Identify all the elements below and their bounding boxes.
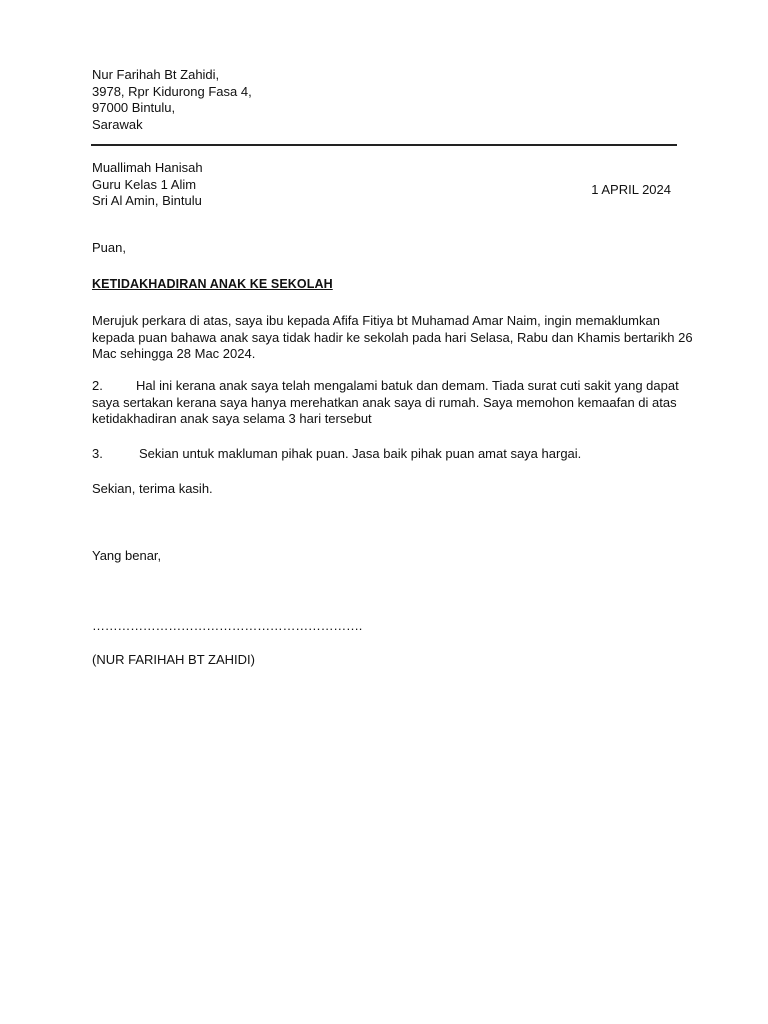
recipient-title: Guru Kelas 1 Alim bbox=[92, 176, 197, 192]
signature-name: (NUR FARIHAH BT ZAHIDI) bbox=[92, 652, 255, 667]
recipient-school: Sri Al Amin, Bintulu bbox=[92, 193, 202, 208]
signature-line: ………………………………………………………. bbox=[92, 618, 363, 633]
paragraph-2-line: ketidakhadiran anak saya selama 3 hari tersebut bbox=[92, 411, 372, 426]
paragraph-1-line: Merujuk perkara di atas, saya ibu kepada Afifa Fitiya bt Muhamad Amar Naim, ingin memaklumkan bbox=[92, 313, 660, 328]
header-divider bbox=[91, 144, 677, 146]
paragraph-3 bbox=[92, 446, 581, 463]
valediction: Yang benar, bbox=[92, 548, 162, 563]
paragraph-1-line: Mac sehingga 28 Mac 2024. bbox=[92, 346, 256, 361]
sender-address-line-2: 97000 Bintulu, bbox=[92, 100, 176, 115]
sender-address-line-1: 3978, Rpr Kidurong Fasa 4, bbox=[92, 83, 252, 99]
paragraph-1-line: kepada puan bahawa anak saya tidak hadir ke sekolah pada hari Selasa, Rabu dan Khamis bertarikh 26 bbox=[92, 329, 693, 345]
recipient-name: Muallimah Hanisah bbox=[92, 160, 203, 175]
paragraph-2-line: Hal ini kerana anak saya telah mengalami batuk dan demam. Tiada surat cuti sakit yang dapat bbox=[136, 378, 679, 393]
paragraph-3-text: Sekian untuk makluman pihak puan. Jasa baik pihak puan amat saya hargai. bbox=[139, 446, 582, 461]
paragraph-3-number: 3. bbox=[92, 446, 103, 461]
paragraph-2-number: 2. bbox=[92, 378, 103, 393]
paragraph-1 bbox=[92, 313, 693, 363]
closing-remark: Sekian, terima kasih. bbox=[92, 481, 213, 496]
sender-address-line-3: Sarawak bbox=[92, 116, 143, 132]
letter-subject: KETIDAKHADIRAN ANAK KE SEKOLAH bbox=[92, 277, 333, 291]
sender-address bbox=[92, 67, 252, 133]
recipient-address bbox=[92, 160, 203, 210]
paragraph-2-line: saya sertakan kerana saya hanya merehatkan anak saya di rumah. Saya memohon kemaafan di atas bbox=[92, 394, 677, 410]
letter-date: 1 APRIL 2024 bbox=[591, 182, 671, 197]
paragraph-2 bbox=[92, 378, 679, 428]
salutation: Puan, bbox=[92, 240, 126, 255]
sender-name: Nur Farihah Bt Zahidi, bbox=[92, 67, 220, 82]
